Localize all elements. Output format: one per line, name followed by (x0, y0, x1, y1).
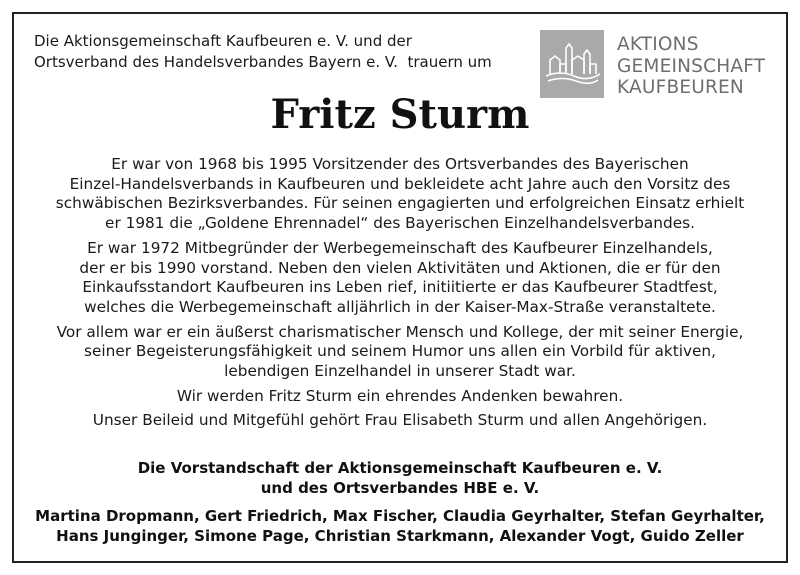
signature-block (20, 458, 780, 498)
text-line: Einzel-Handelsverbands in Kaufbeuren und bekleidete acht Jahre auch den Vorsitz des (69, 174, 731, 193)
paragraph (20, 239, 780, 318)
text-line: der er bis 1990 vorstand. Neben den vielen Aktivitäten und Aktionen, die er für den (79, 258, 721, 277)
header-line: Ortsverband des Handelsverbandes Bayern e. V. trauern um (34, 53, 492, 71)
names-line: Martina Dropmann, Gert Friedrich, Max Fischer, Claudia Geyrhalter, Stefan Geyrhalter, (35, 507, 765, 525)
text-line: Einkaufsstandort Kaufbeuren ins Leben rief, initiitierte er das Kaufbeurer Stadtfest, (82, 278, 718, 297)
text-line: lebendigen Einzelhandel in unserer Stadt war. (224, 362, 576, 381)
header-line: Die Aktionsgemeinschaft Kaufbeuren e. V. und der (34, 32, 412, 50)
paragraph (20, 411, 780, 431)
text-line: seiner Begeisterungsfähigkeit und seinem Humor uns allen ein Vorbild für aktiven, (84, 342, 716, 361)
text-line: Vor allem war er ein äußerst charismatischer Mensch und Kollege, der mit seiner Energie, (56, 322, 744, 341)
logo-line: GEMEINSCHAFT (617, 55, 766, 77)
text-line: er 1981 die „Goldene Ehrennadel“ des Bayerischen Einzelhandelsverbandes. (105, 214, 695, 233)
logo-line: AKTIONS (617, 34, 699, 55)
deceased-name: Fritz Sturm (270, 91, 530, 138)
signature-line: und des Ortsverbandes HBE e. V. (260, 479, 540, 497)
paragraph (20, 387, 780, 407)
text-line: Er war von 1968 bis 1995 Vorsitzender des Ortsverbandes des Bayerischen (111, 155, 689, 173)
names-line: Hans Junginger, Simone Page, Christian Starkmann, Alexander Vogt, Guido Zeller (56, 527, 744, 545)
text-line: schwäbischen Bezirksverbandes. Für seinen engagierten und erfolgreichen Einsatz erhielt (55, 194, 745, 213)
text-line: Er war 1972 Mitbegründer der Werbegemeinschaft des Kaufbeurer Einzelhandels, (87, 238, 713, 257)
board-members (20, 506, 780, 546)
logo-line: KAUFBEUREN (617, 77, 744, 98)
text-line: Wir werden Fritz Sturm ein ehrendes Andenken bewahren. (176, 386, 624, 405)
signature-line: Die Vorstandschaft der Aktionsgemeinschaft Kaufbeuren e. V. (137, 459, 663, 477)
obituary-body (20, 155, 780, 436)
paragraph (20, 323, 780, 382)
text-line: Unser Beileid und Mitgefühl gehört Frau Elisabeth Sturm und allen Angehörigen. (92, 411, 708, 430)
header-text (34, 31, 492, 73)
paragraph (20, 155, 780, 234)
text-line: welches die Werbegemeinschaft alljährlich in der Kaiser-Max-Straße veranstaltete. (84, 297, 716, 316)
